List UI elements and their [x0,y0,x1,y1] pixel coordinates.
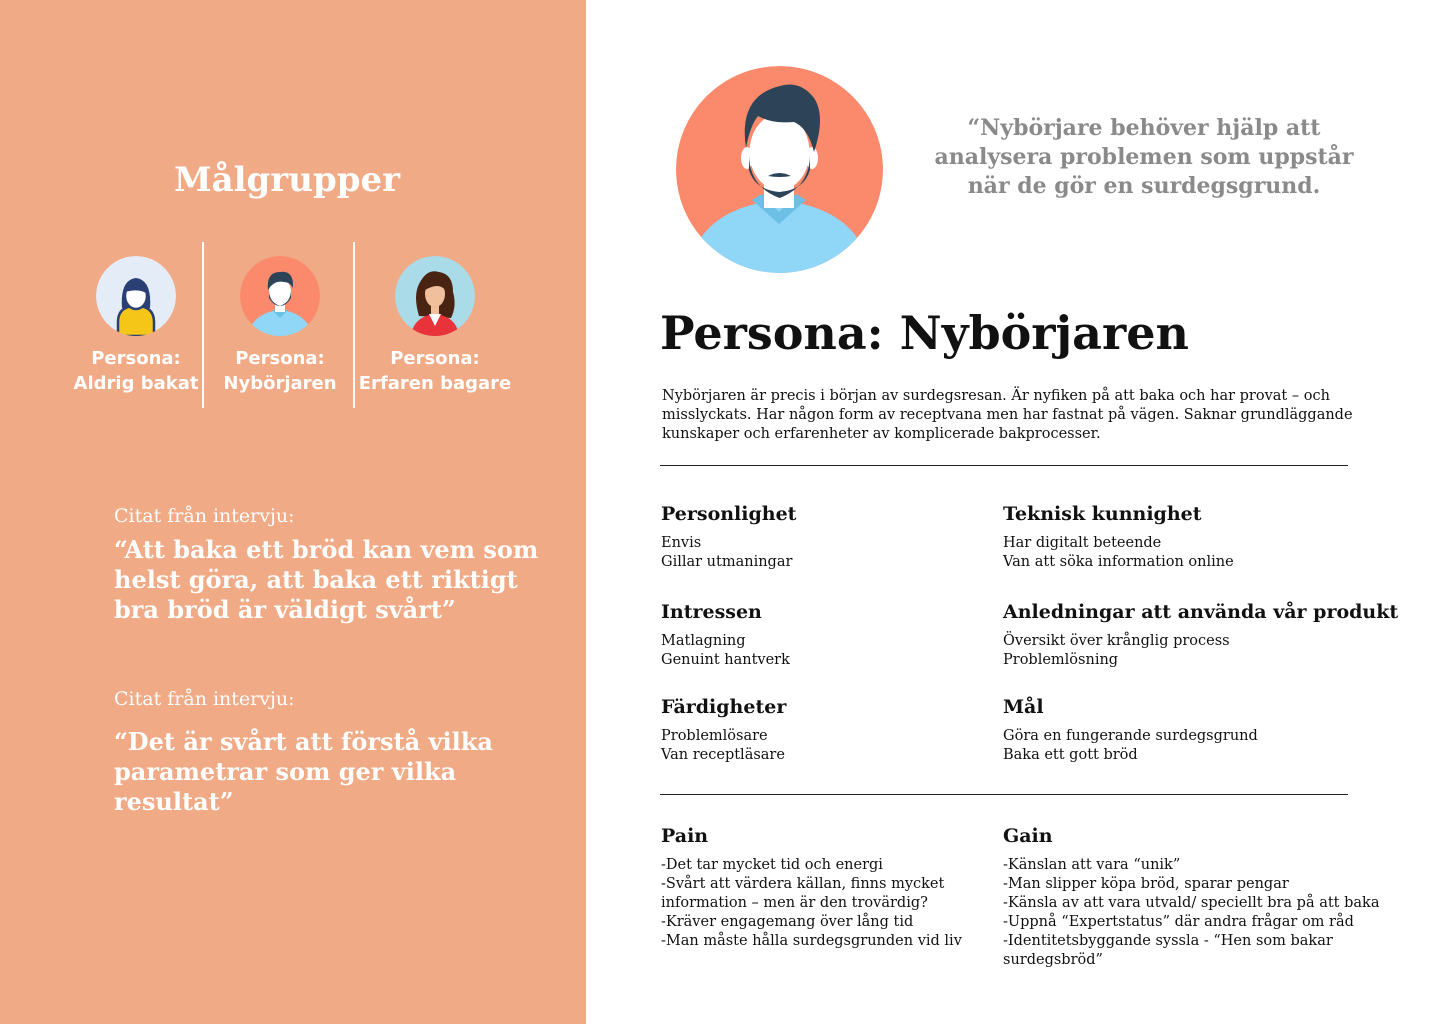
persona-option-label: Persona: [235,348,325,369]
interview-quote [114,505,554,625]
section-fardigheter [661,696,1031,765]
section-heading: Mål [1003,696,1044,718]
section-heading: Gain [1003,825,1053,847]
list-item: Genuint hantverk [661,652,790,668]
list-item: -Man slipper köpa bröd, sparar pengar [1003,876,1289,892]
list-item: -Känsla av att vara utvald/ speciellt bra på att baka [1003,895,1380,911]
persona-quote: “Nybörjare behöver hjälp att analysera problemen som uppstår när de gör en surdegsgrund. [934,115,1354,199]
section-heading: Intressen [661,601,762,623]
list-item: Matlagning [661,633,746,649]
interview-quote-label: Citat från intervju: [114,688,295,710]
interview-quote-text: “Att baka ett bröd kan vem som helst göra, att baka ett riktigt bra bröd är väldigt svårt” [114,535,539,624]
list-item: Har digitalt beteende [1003,535,1162,551]
list-item: Envis [661,535,702,551]
man-beard-icon [240,256,320,336]
section-heading: Färdigheter [661,696,787,718]
list-item: Problemlösning [1003,652,1119,668]
persona-description: Nybörjaren är precis i början av surdegsresan. Är nyfiken på att baka och har provat – och misslyckats. Har någon form av receptvana men har fastnat på vägen. Saknar grundläggande kunskaper och erfarenheter av komplicerade bakprocesser. [662,388,1353,442]
section-gain [1003,825,1403,970]
list-item: -Man måste hålla surdegsgrunden vid liv [661,933,962,949]
list-item: Van receptläsare [661,747,785,763]
man-beard-icon [676,66,883,273]
persona-option-name: Erfaren bagare [358,373,512,394]
left-panel [0,0,586,1024]
persona-option-aldrig-bakat[interactable] [61,256,211,396]
persona-option-nyborjaren[interactable] [205,256,355,396]
list-item: Gillar utmaningar [661,554,793,570]
list-item: Översikt över krånglig process [1003,633,1230,649]
persona-option-erfaren-bagare[interactable] [356,256,514,396]
list-item: -Identitetsbyggande syssla - “Hen som bakar surdegsbröd” [1003,933,1333,968]
section-heading: Teknisk kunnighet [1003,503,1202,525]
woman-blonde-icon [96,256,176,336]
section-personlighet [661,503,1031,572]
interview-quote-text: “Det är svårt att förstå vilka parametrar som ger vilka resultat” [114,727,493,816]
list-item: -Svårt att värdera källan, finns mycket information – men är den trovärdig? [661,876,945,911]
section-mal [1003,696,1373,765]
divider [202,242,204,408]
persona-avatar [676,66,883,273]
interview-quote [114,688,554,817]
section-divider [660,465,1348,466]
section-divider [660,794,1348,795]
list-item: -Det tar mycket tid och energi [661,857,883,873]
section-anledningar [1003,601,1399,670]
section-heading: Personlighet [661,503,797,525]
persona-title: Persona: Nybörjaren [660,306,1189,360]
list-item: Baka ett gott bröd [1003,747,1138,763]
section-heading: Anledningar att använda vår produkt [1003,601,1399,623]
list-item: -Uppnå “Expertstatus” där andra frågar om råd [1003,914,1354,930]
target-groups-title: Målgrupper [173,160,401,200]
list-item: -Känslan att vara “unik” [1003,857,1181,873]
interview-quote-label: Citat från intervju: [114,505,295,527]
list-item: -Kräver engagemang över lång tid [661,914,914,930]
list-item: Van att söka information online [1003,554,1234,570]
list-item: Göra en fungerande surdegsgrund [1003,728,1258,744]
section-teknisk-kunnighet [1003,503,1373,572]
divider [353,242,355,408]
woman-curly-icon [395,256,475,336]
persona-option-name: Aldrig bakat [73,373,199,394]
section-intressen [661,601,1031,670]
list-item: Problemlösare [661,728,768,744]
section-pain [661,825,991,951]
persona-option-name: Nybörjaren [223,373,337,394]
section-heading: Pain [661,825,709,847]
persona-option-label: Persona: [390,348,480,369]
persona-option-label: Persona: [91,348,181,369]
